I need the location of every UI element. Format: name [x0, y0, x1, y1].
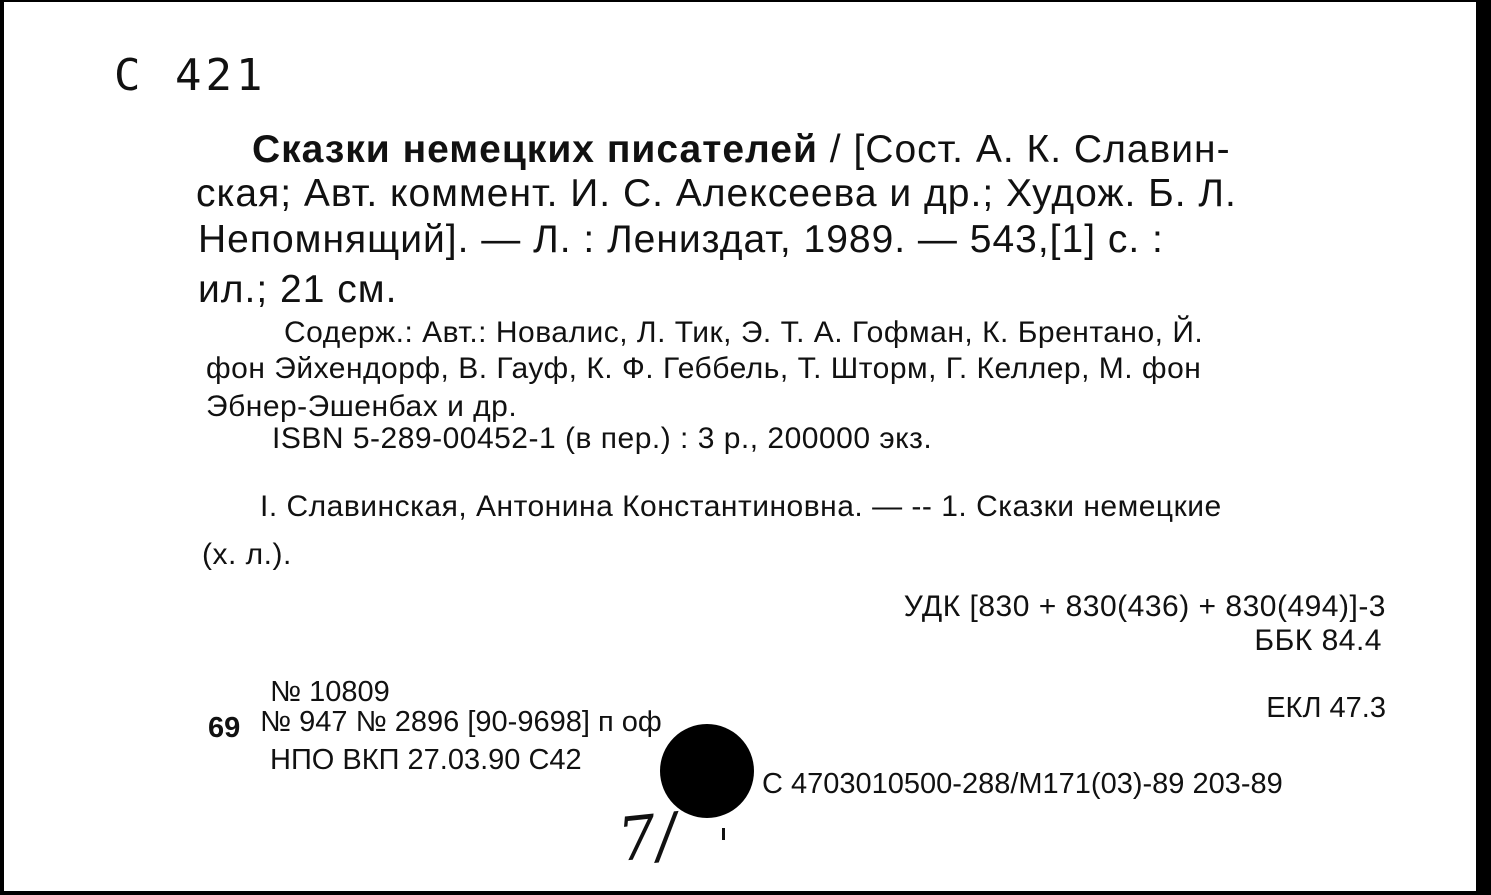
contents-line-2: фон Эйхендорф, В. Гауф, К. Ф. Геббель, Т. Шторм, Г. Келлер, М. фон [206, 352, 1202, 385]
title-line-2: ская; Авт. коммент. И. С. Алексеева и др.; Худож. Б. Л. [196, 172, 1237, 215]
udc-classification: УДК [830 + 830(436) + 830(494)]-3 [903, 590, 1386, 623]
added-entry-line-2: (х. л.). [202, 538, 292, 571]
handwritten-mark: 7/ [614, 800, 680, 876]
book-title: Сказки немецких писателей [252, 128, 818, 171]
bbk-classification: ББК 84.4 [1254, 624, 1382, 657]
punch-hole [660, 724, 754, 818]
scan-border-right [1476, 0, 1491, 895]
added-entry-line-1: I. Славинская, Антонина Константиновна. — -- 1. Сказки немецкие [260, 490, 1222, 523]
title-line-4: ил.; 21 см. [198, 268, 398, 311]
print-prefix: 69 [208, 712, 241, 744]
index-code: С 4703010500-288/М171(03)-89 203-89 [762, 768, 1283, 800]
print-info-line: № 947 № 2896 [90-9698] п оф [260, 706, 662, 738]
call-number: С 421 [114, 50, 267, 101]
order-number: № 10809 [270, 676, 390, 708]
npo-line: НПО ВКП 27.03.90 С42 [270, 744, 582, 776]
pencil-tick [722, 828, 725, 840]
title-line-3: Непомнящий]. — Л. : Лениздат, 1989. — 543,[1] с. : [198, 218, 1164, 261]
catalog-card [4, 2, 1476, 891]
contents-line-1: Содерж.: Авт.: Новалис, Л. Тик, Э. Т. А. Гофман, К. Брентано, Й. [284, 316, 1204, 349]
ekl-classification: ЕКЛ 47.3 [1266, 692, 1386, 724]
title-line-1 [252, 130, 1231, 169]
contents-line-3: Эбнер-Эшенбах и др. [206, 390, 518, 423]
isbn-line: ISBN 5-289-00452-1 (в пер.) : 3 р., 200000 экз. [272, 422, 933, 455]
title-line-1-rest: / [Сост. А. К. Славин- [829, 128, 1231, 171]
